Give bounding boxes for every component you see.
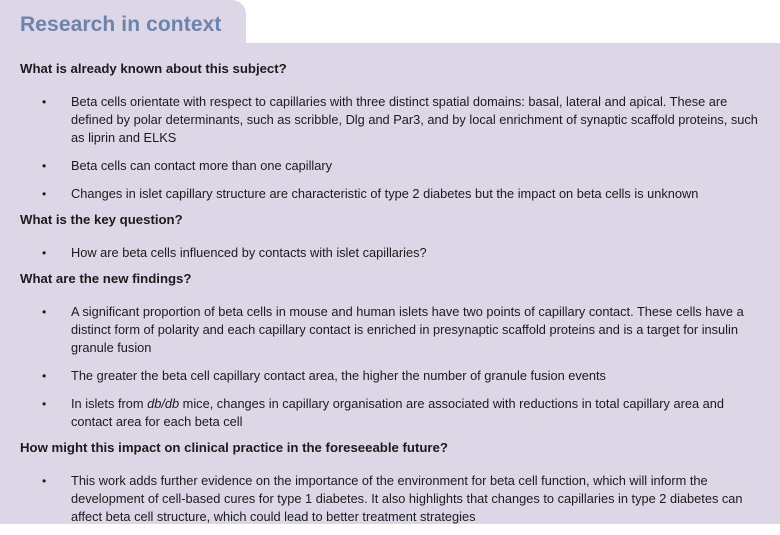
content-area [20, 61, 765, 535]
list-item [20, 395, 765, 431]
list-item [20, 367, 765, 385]
list-item [20, 93, 765, 147]
bullet-icon: • [42, 474, 47, 488]
text-suffix: mice, changes in capillary organisation are associated with reductions in total capillary area and contact area for each beta cell [71, 396, 724, 429]
bullet-list [20, 244, 765, 262]
list-item [20, 185, 765, 203]
bullet-icon: • [42, 397, 47, 411]
panel-title: Research in context [20, 13, 222, 36]
bullet-icon: • [42, 246, 47, 260]
bullet-icon: • [42, 159, 47, 173]
italic-term: db/db [147, 396, 180, 411]
list-item-text: This work adds further evidence on the importance of the environment for beta cell function, which will inform the development of cell-based cures for type 1 diabetes. It also highlights that changes to capillaries in type 2 diabetes can affect beta cell structure, which could lead to better treatment strategies [71, 473, 743, 524]
list-item-text: Beta cells orientate with respect to capillaries with three distinct spatial domains: basal, lateral and apical. These are defined by polar determinants, such as scribble, Dlg and Par3, and by local enrichment of synaptic scaffold proteins, such as liprin and ELKS [71, 94, 758, 145]
bullet-list [20, 93, 765, 203]
list-item-text: The greater the beta cell capillary contact area, the higher the number of granule fusion events [71, 368, 606, 383]
list-item-text: Changes in islet capillary structure are characteristic of type 2 diabetes but the impact on beta cells is unknown [71, 186, 699, 201]
bullet-icon: • [42, 95, 47, 109]
list-item-text: How are beta cells influenced by contacts with islet capillaries? [71, 245, 427, 260]
section-heading: How might this impact on clinical practice in the foreseeable future? [20, 440, 448, 455]
list-item [20, 244, 765, 262]
section-new-findings [20, 271, 765, 431]
header-tab [0, 0, 246, 44]
bullet-icon: • [42, 369, 47, 383]
list-item-text [71, 396, 724, 429]
section-heading: What is already known about this subject? [20, 61, 287, 76]
list-item [20, 157, 765, 175]
section-clinical-impact [20, 440, 765, 526]
section-key-question [20, 212, 765, 262]
list-item-text: A significant proportion of beta cells in mouse and human islets have two points of capillary contact. These cells have a distinct form of polarity and each capillary contact is enriched in presynaptic scaffold proteins and is a target for insulin granule fusion [71, 304, 744, 355]
bullet-list [20, 472, 765, 526]
section-known [20, 61, 765, 203]
bullet-list [20, 303, 765, 431]
bullet-icon: • [42, 305, 47, 319]
text-prefix: In islets from [71, 396, 148, 411]
list-item-text: Beta cells can contact more than one capillary [71, 158, 333, 173]
list-item [20, 303, 765, 357]
list-item [20, 472, 765, 526]
bullet-icon: • [42, 187, 47, 201]
section-heading: What are the new findings? [20, 271, 192, 286]
section-heading: What is the key question? [20, 212, 183, 227]
